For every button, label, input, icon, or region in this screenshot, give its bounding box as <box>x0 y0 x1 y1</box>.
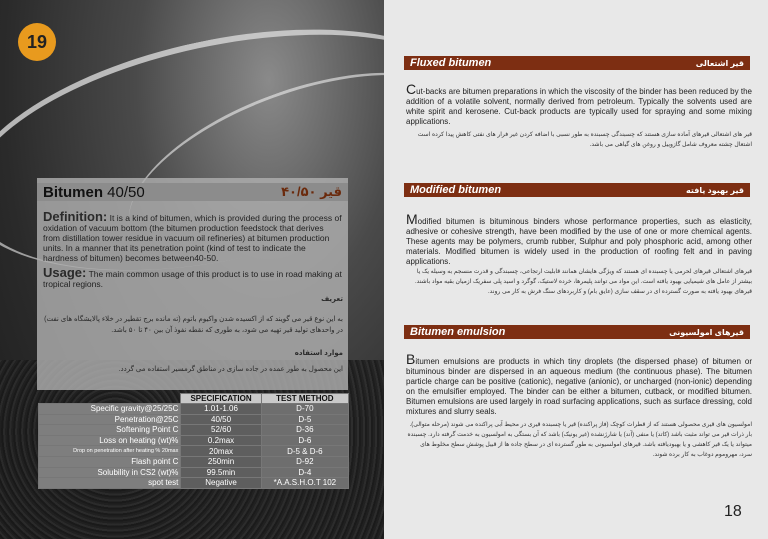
section-title-en: Modified bitumen <box>410 184 502 196</box>
section-header-bitumen-emulsion <box>404 325 750 339</box>
fa-definition-text: به این نوع قیر می گویند که از اکسیده شدن واکیوم باتوم (ته مانده برج تقطیر در خلاء پالایشگاه های نفت) در واحدهای تولید قیر تهیه می شود، به طوری که نقطه نفوذ آن بین ۴۰ تا ۵۰ باشد. <box>44 316 343 334</box>
drop-cap: M <box>406 211 418 227</box>
fa-usage-label: موارد استفاده <box>294 350 343 357</box>
definition-paragraph <box>43 209 343 263</box>
table-cell-method: D-36 <box>261 425 348 436</box>
section-title-en: Bitumen emulsion <box>410 326 506 338</box>
table-row <box>39 414 349 425</box>
table-cell-spec: 1.01-1.06 <box>181 404 261 415</box>
table-cell-spec: 0.2max <box>181 435 261 446</box>
fa-definition-label: تعریف <box>321 296 343 303</box>
drop-cap: B <box>406 351 416 367</box>
definition-label: Definition: <box>43 209 108 224</box>
specification-table <box>38 393 349 489</box>
table-cell-method: D-4 <box>261 467 348 478</box>
product-title-bar <box>37 183 348 201</box>
section-fa-fluxed-bitumen: قیر های اشتعالی قیرهای آماده سازی هستند که چسبندگی چسبنده به طور نسبی با اضافه کردن غیر فرار های نفتی کاهش پیدا کرده است اشتعال چشته معروف شامل گازوییل و روغن های گیاهی می باشد. <box>417 132 752 148</box>
table-header-blank <box>39 394 181 404</box>
section-body-text: ut-backs are bitumen preparations in which the viscosity of the binder has been reduced by the addition of a volatile solvent, normally derived from petroleum. Typically the solvents used are white spirit and kerosene. Cut-back products are typically used for spraying and some mixing applications. <box>406 87 752 126</box>
table-header-test-method: TEST METHOD <box>261 394 348 404</box>
table-row <box>39 467 349 478</box>
table-cell-property: Solubility in CS2 (wt)% <box>39 467 181 478</box>
section-body-text: itumen emulsions are products in which tiny droplets (the dispersed phase) of bitumen or bituminous binder are dispersed in an aqueous medium (the continuous phase). The bitumen particle charge can be positive (cationic), negative (anionic), or uncharged (non-ionic) depending on the emulsifier employed. The binder can be either a bitumen, cutback, or modified bitumen. Bitumen emulsions are used largely in road surfacing applications, such as surface dressing, cold mixtures and slurry seals. <box>406 357 752 416</box>
usage-text: The main common usage of this product is to use in road making at tropical regions. <box>43 269 342 289</box>
section-body-bitumen-emulsion <box>406 351 752 417</box>
table-cell-property: Specific gravity@25/25C <box>39 404 181 415</box>
table-row <box>39 425 349 436</box>
section-title-en: Fluxed bitumen <box>410 57 492 69</box>
table-row <box>39 456 349 467</box>
product-title-en: Bitumen 40/50 <box>43 183 145 201</box>
table-header-specification: SPECIFICATION <box>181 394 261 404</box>
table-cell-property: spot test <box>39 478 181 489</box>
table-cell-method: D-5 <box>261 414 348 425</box>
table-cell-spec: 99.5min <box>181 467 261 478</box>
table-cell-property: Softening Point C <box>39 425 181 436</box>
table-row <box>39 435 349 446</box>
usage-label: Usage: <box>43 265 87 280</box>
section-header-fluxed-bitumen <box>404 56 750 70</box>
section-fa-bitumen-emulsion: امولسیون های قیری محصولی هستند که از قطرات کوچک (فاز پراکنده) قیر یا چسبنده قیری در محیط آبی پراکنده می شوند (مرحله متوالی). بار ذرات قیر می تواند مثبت باشد (کاتد) یا منفی (آند) یا شارژنشده (غیر یونیک) باشد که آن بستگی به امولسیون به خدمت گرفته دارد. چسبنده میتواند یا یک قیر کاهشی و یا بهبودیافته باشد. قیرهای امولسیونی به طور گسترده ای در سطح جاده ها از قبیل پوشش سطح مخلوط های سرد، مهروموم دوغاب به کار برده شوند. <box>407 422 752 458</box>
table-cell-spec: 250min <box>181 456 261 467</box>
table-cell-method: D-70 <box>261 404 348 415</box>
section-body-fluxed-bitumen <box>406 81 752 127</box>
table-row <box>39 404 349 415</box>
table-row <box>39 446 349 457</box>
table-cell-method: *A.A.S.H.O.T 102 <box>261 478 348 489</box>
product-info-box <box>37 178 348 390</box>
section-body-text: odified bitumen is bituminous binders whose performance properties, such as elasticity, adhesive or cohesive strength, have been modified by the use of one or more chemical agents. These agents may be polymers, crumb rubber, Sulphur and poly phosphoric acid, among other materials. Modified bitumen is widely used in the production of roofing felt and in paving applications. <box>406 217 752 266</box>
drop-cap: C <box>406 81 417 97</box>
table-cell-property: Loss on heating (wt)% <box>39 435 181 446</box>
section-title-fa: قیرهای امولسیونی <box>669 327 744 337</box>
table-cell-property: Penetration@25C <box>39 414 181 425</box>
fa-usage-text: این محصول به طور عمده در جاده سازی در مناطق گرمسیر استفاده می گردد. <box>118 366 343 373</box>
table-cell-spec: 40/50 <box>181 414 261 425</box>
definition-text: It is a kind of bitumen, which is provided during the process of oxidation of vacuum bottom (the bitumen production feedstock that derives from distillation tower residue in vacuum oil refineries) at bitumen production units. In a manner that its penetration point (kind of test to indicate the hardness of bitumen) becomes between40-50. <box>43 213 342 263</box>
page-number: 18 <box>724 503 742 520</box>
table-cell-spec: 20max <box>181 446 261 457</box>
section-title-fa: قیر اشتعالی <box>695 58 744 68</box>
table-cell-property: Flash point C <box>39 456 181 467</box>
table-header-row <box>39 394 349 404</box>
section-title-fa: قیر بهبود یافته <box>686 185 744 195</box>
table-cell-property: Drop on penetration after heating % 20max <box>39 446 181 457</box>
product-title-fa: قیر ۴۰/۵۰ <box>281 184 342 199</box>
table-cell-spec: 52/60 <box>181 425 261 436</box>
usage-paragraph <box>43 265 343 289</box>
table-cell-method: D-92 <box>261 456 348 467</box>
table-cell-method: D-6 <box>261 435 348 446</box>
section-header-modified-bitumen <box>404 183 750 197</box>
table-row <box>39 478 349 489</box>
right-page <box>384 0 768 539</box>
section-body-modified-bitumen <box>406 211 752 267</box>
table-cell-spec: Negative <box>181 478 261 489</box>
table-cell-method: D-5 & D-6 <box>261 446 348 457</box>
page-number-badge: 19 <box>18 23 56 61</box>
section-fa-modified-bitumen: قیرهای اشتعالی قیرهای لحرمی یا چسبنده ای هستند که ویژگی هایشان همانند قابلیت ارتجاعی، چسبندگی و قدرت منسجم به وسیله یک یا بیشتر از عامل های شیمیایی بهبود یافته است. این مواد می توانند پلیمرها، خرده لاستیک، گوگرد و اسید پلی سفریک ازمیان بقیه مواد باشند. قیرهای بهبود یافته به صورت گسترده ای در سقف سازی (عایق بام) و کاربردهای سنگ فرش به کار می روند. <box>415 269 752 295</box>
